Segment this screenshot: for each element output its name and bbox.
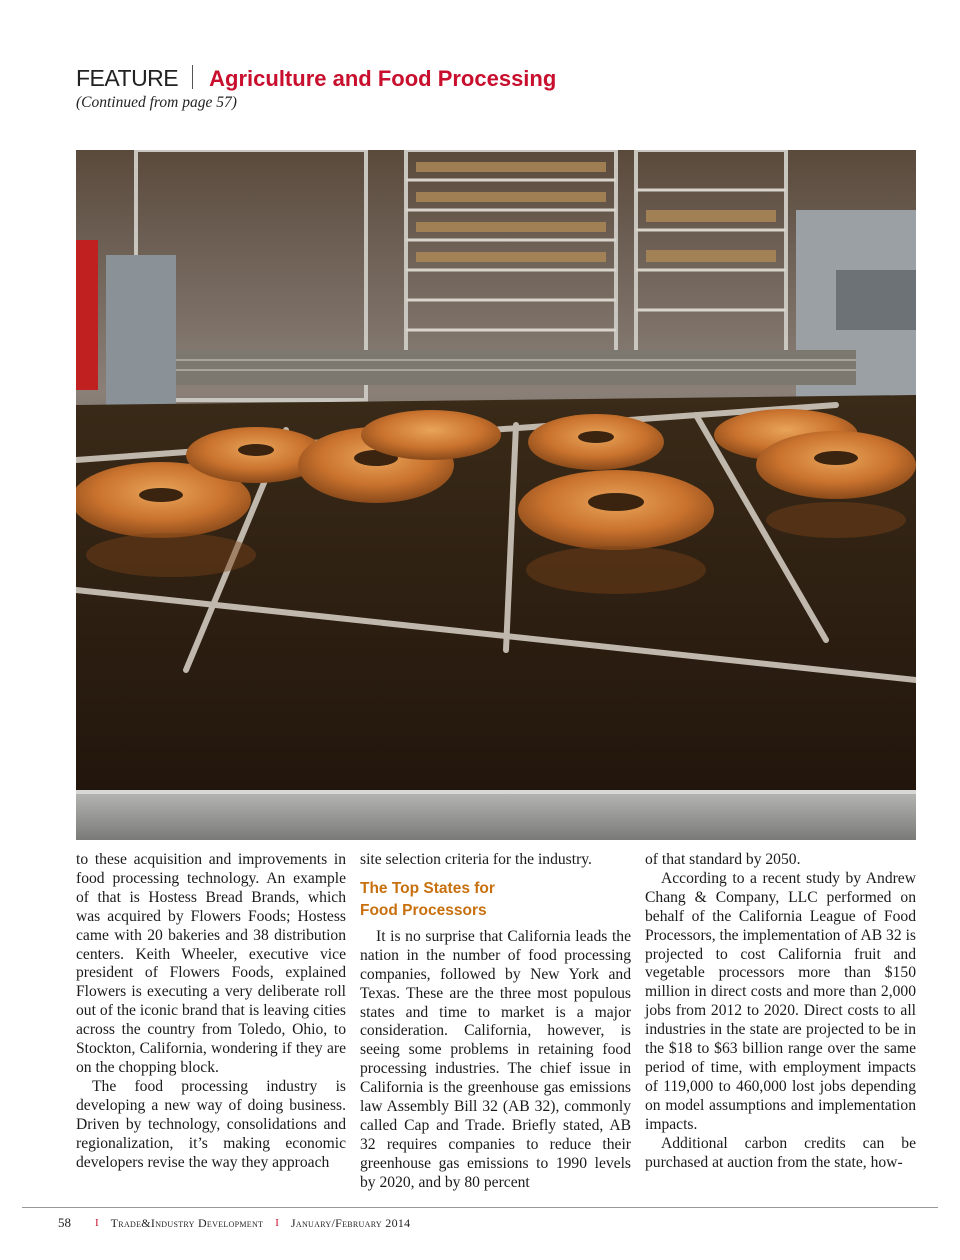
paragraph: The food processing industry is developing a new way of doing business. Driven by technology, consolidations and regionalization, it’s making economic developers revise the way they approach xyxy=(76,1077,346,1171)
paragraph: Additional carbon credits can be purchased at auction from the state, how- xyxy=(645,1134,916,1171)
footer-separator: I xyxy=(275,1217,279,1229)
text-column-3 xyxy=(645,851,916,1172)
page-header xyxy=(76,62,556,92)
footer-separator: I xyxy=(95,1217,99,1229)
feature-kicker: FEATURE xyxy=(76,65,179,91)
text-column-2 xyxy=(360,851,631,1193)
subheading-line-2: Food Processors xyxy=(360,901,487,919)
page-footer xyxy=(58,1215,410,1231)
paragraph: to these acquisition and improvements in food processing technology. An example of that is Hostess Bread Brands, which was acquired by Flowers Foods; Hostess came with 20 bakeries and 38 distribution centers. Keith Wheeler, executive vice president of Flowers Foods, explained Flowers is executing a very deliberate roll out of the iconic brand that is leaving cities across the country from Toledo, Ohio, to Stockton, California, wondering if they are on the chopping block. xyxy=(76,851,346,1076)
issue-date: January/February 2014 xyxy=(290,1215,411,1230)
page-number: 58 xyxy=(58,1215,71,1230)
publication-name: Trade&Industry Development xyxy=(110,1215,264,1230)
paragraph: of that standard by 2050. xyxy=(645,851,801,868)
footer-rule xyxy=(22,1207,938,1208)
continued-note: (Continued from page 57) xyxy=(76,94,237,111)
paragraph: It is no surprise that California leads the nation in the number of food processing companies, followed by New York and Texas. These are the three most populous states and time to market is a major consideration. California, however, is seeing some problems in retaining food processing industries. The chief issue in California is the greenhouse gas emissions law Assembly Bill 32 (AB 32), commonly called Cap and Trade. Briefly stated, AB 32 requires companies to reduce their greenhouse gas emissions to 1990 levels by 2020, and by 80 percent xyxy=(360,927,631,1191)
subheading xyxy=(360,878,631,922)
text-column-1 xyxy=(76,851,346,1172)
header-divider xyxy=(192,65,193,89)
donut-production-line-photo xyxy=(76,150,916,840)
paragraph: According to a recent study by Andrew Chang & Company, LLC performed on behalf of the California League of Food Processors, the implementation of AB 32 is projected to cost California fruit and vegetable processors more than $150 million in direct costs and more than 2,000 jobs from 2012 to 2020. Direct costs to all industries in the state are projected to be in the $18 to $63 billion range over the same period of time, with employment impacts of 119,000 to 460,000 lost jobs depending on model assumptions and implementation impacts. xyxy=(645,869,916,1133)
section-title: Agriculture and Food Processing xyxy=(209,66,557,91)
subheading-line-1: The Top States for xyxy=(360,879,495,897)
paragraph: site selection criteria for the industry. xyxy=(360,851,592,868)
